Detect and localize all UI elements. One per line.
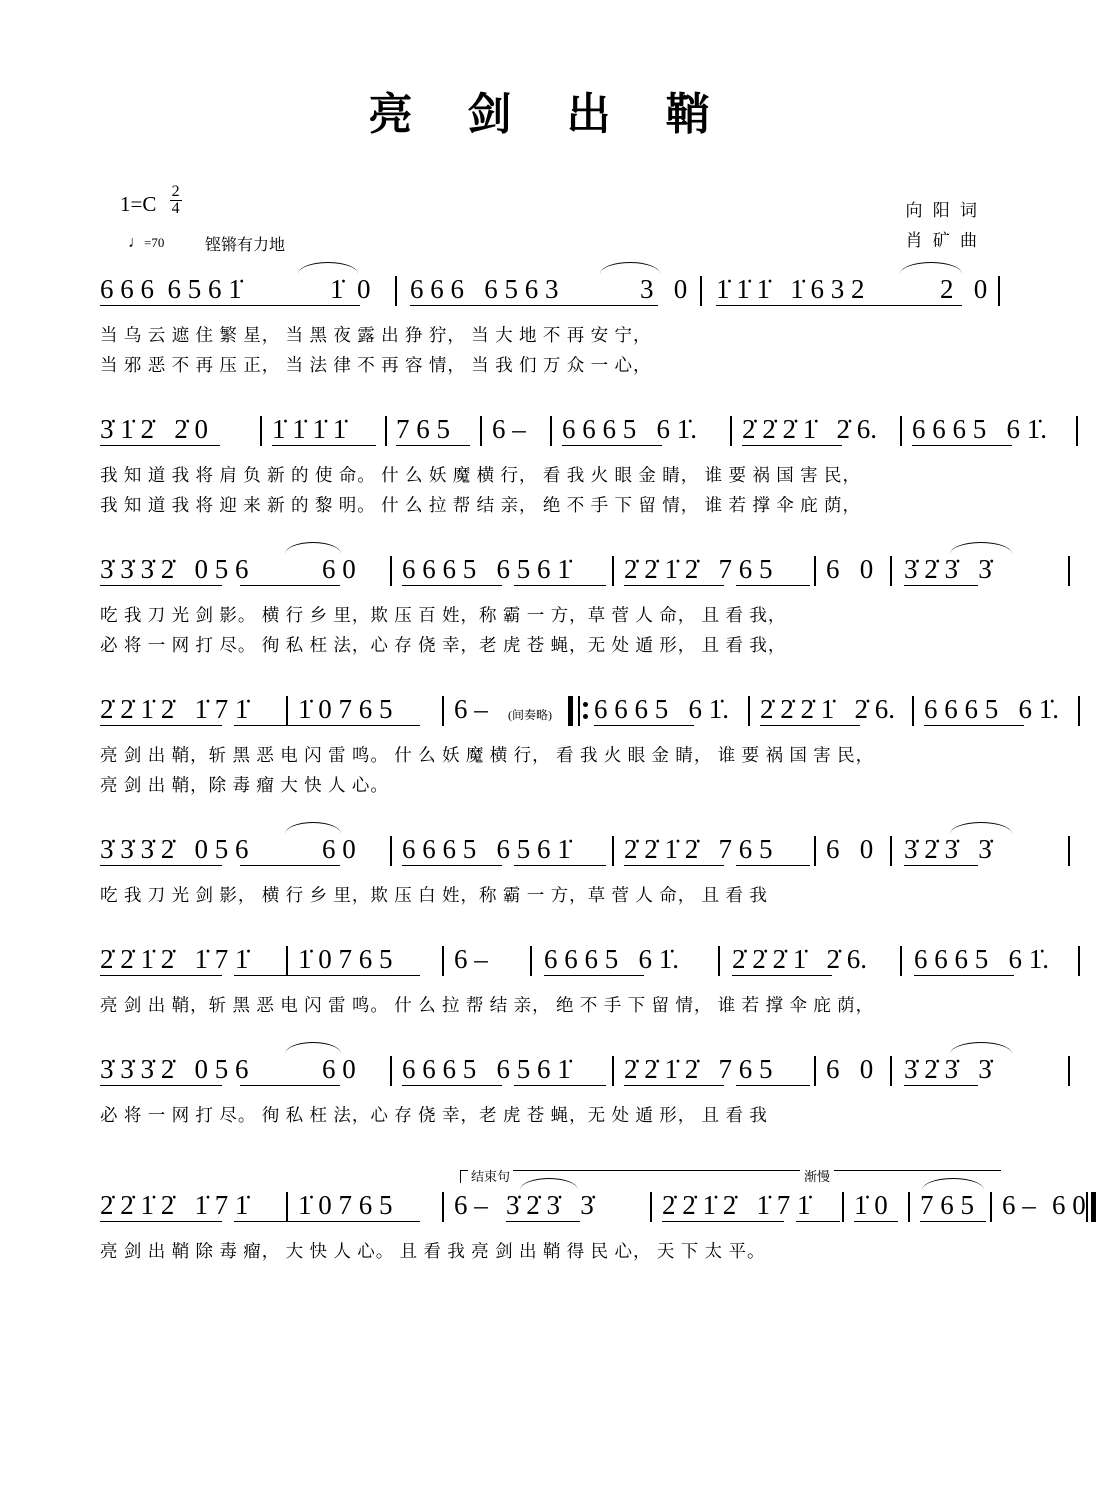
beam-line: [514, 865, 606, 866]
notes-group: 3̇ 3̇ 3̇ 2̇ 0 5 6: [100, 554, 249, 584]
system-3-lyrics-1: [100, 600, 1000, 630]
beam-line: [904, 865, 978, 866]
beam-line: [402, 1085, 502, 1086]
beam-line: [736, 585, 810, 586]
system-5: [0, 834, 1100, 910]
system-gap: [0, 660, 1100, 694]
notes-group: 2̇ 2̇ 1̇ 2̇ 1̇ 7 1̇: [662, 1190, 811, 1220]
barline: [900, 946, 902, 976]
notes-group: 3̇ 2̇ 3̇ 3̇: [506, 1190, 594, 1220]
notes-group: 6 –: [454, 694, 488, 724]
beam-line: [234, 975, 308, 976]
barline: [1068, 836, 1070, 866]
beam-line: [544, 975, 644, 976]
notes-group: 2̇ 2̇ 2̇ 1̇ 2̇ 6.: [732, 944, 867, 974]
barline: [1068, 1056, 1070, 1086]
barline: [286, 696, 288, 726]
barline: [442, 696, 444, 726]
notes-group: 6 0: [1052, 1190, 1086, 1220]
notes-group: 2̇ 2̇ 1̇ 2̇ 7 6 5: [624, 554, 773, 584]
barline: [286, 946, 288, 976]
beam-line: [234, 1221, 308, 1222]
system-gap: [0, 1020, 1100, 1054]
key-signature-text: 1=C: [120, 192, 157, 216]
notes-group: 7 6 5: [396, 414, 450, 444]
beam-line: [396, 445, 470, 446]
notes-group: 2̇ 2̇ 2̇ 1̇ 2̇ 6.: [760, 694, 895, 724]
notes-group: 6 –: [454, 1190, 488, 1220]
beam-line: [924, 725, 1024, 726]
barline: [612, 556, 614, 586]
notes-group: 6 0: [826, 554, 874, 584]
barline: [390, 1056, 392, 1086]
system-1-lyrics-2: [100, 350, 1000, 380]
barline: [260, 416, 262, 446]
beam-line: [234, 725, 308, 726]
notes-group: 3̇ 3̇ 3̇ 2̇ 0 5 6: [100, 1054, 249, 1084]
tempo-marking: [128, 234, 164, 252]
barline: [814, 836, 816, 866]
barline: [1076, 416, 1078, 446]
barline: [385, 416, 387, 446]
composer: 肖 矿 曲: [905, 230, 980, 250]
system-8: [0, 1164, 1100, 1266]
notes-group: 1̇ 0 7 6 5: [298, 1190, 393, 1220]
notes-group: 6 –: [454, 944, 488, 974]
beam-line: [912, 445, 1012, 446]
notes-group: 1̇ 0: [854, 1190, 888, 1220]
beam-line: [624, 585, 724, 586]
system-gap: [0, 380, 1100, 414]
system-4-lyrics-1: [100, 740, 1000, 770]
time-signature-numerator: 2: [171, 183, 180, 200]
system-gap: [0, 520, 1100, 554]
system-1-notes: [100, 274, 1000, 320]
notes-group: 1̇ 0: [330, 274, 371, 304]
notes-group: 2 0: [940, 274, 988, 304]
barline: [442, 1192, 444, 1222]
beam-line: [402, 865, 502, 866]
notes-group: 6 6 6 5 6 1̇.: [914, 944, 1049, 974]
barline: [890, 1056, 892, 1086]
system-4-lyrics-2: [100, 770, 1000, 800]
expression-marking: 铿锵有力地: [205, 237, 286, 254]
repeat-barline-thin: [578, 696, 580, 726]
notes-group: 3̇ 2̇ 3̇ 3̇: [904, 554, 992, 584]
barline: [890, 556, 892, 586]
lyric-text: 亮 剑 出 鞘，除 毒 瘤 大 快 人 心。: [100, 775, 389, 795]
barline: [814, 556, 816, 586]
beam-line: [736, 865, 810, 866]
system-1: [0, 274, 1100, 380]
notes-group: 6 6 6 6 5 6 3: [410, 274, 559, 304]
interlude-mark: (间奏略): [508, 708, 552, 722]
beam-line: [240, 585, 340, 586]
barline: [442, 946, 444, 976]
notes-group: 3 0: [640, 274, 688, 304]
barline: [390, 556, 392, 586]
barline: [395, 276, 397, 306]
beam-line: [410, 305, 658, 306]
lyric-text: 亮 剑 出 鞘，斩 黑 恶 电 闪 雷 鸣。 什 么 拉 帮 结 亲， 绝 不 手 下 留 情， 谁 若 撑 伞 庇 荫，: [100, 995, 875, 1015]
beam-line: [662, 1221, 784, 1222]
lyricist: 向 阳 词: [905, 201, 980, 220]
barline: [1078, 696, 1080, 726]
notes-group: 6 6 6 5 6 5 6 1̇: [402, 1054, 571, 1084]
lyric-text: 吃 我 刀 光 剑 影。 横 行 乡 里，欺 压 百 姓，称 霸 一 方，草 菅 人 命， 且 看 我，: [100, 605, 787, 625]
beam-line: [100, 585, 222, 586]
system-2-lyrics-2: [100, 490, 1000, 520]
repeat-barline: [568, 696, 573, 726]
beam-line: [624, 1085, 724, 1086]
beam-line: [402, 585, 502, 586]
notes-group: 3̇ 2̇ 3̇ 3̇: [904, 1054, 992, 1084]
score-header: [0, 184, 1100, 274]
barline: [390, 836, 392, 866]
system-4: [0, 694, 1100, 800]
system-3-notes: [100, 554, 1000, 600]
system-2-notes: [100, 414, 1047, 460]
system-3: [0, 554, 1100, 660]
lyric-text: 我 知 道 我 将 肩 负 新 的 使 命。 什 么 妖 魔 横 行， 看 我 火 眼 金 睛， 谁 要 祸 国 害 民，: [100, 465, 861, 485]
barline: [718, 946, 720, 976]
notes-group: 2̇ 2̇ 1̇ 2̇ 7 6 5: [624, 1054, 773, 1084]
notes-group: 1̇ 0 7 6 5: [298, 694, 393, 724]
barline: [908, 1192, 910, 1222]
system-6-lyrics-1: [100, 990, 1000, 1020]
notes-group: 2̇ 2̇ 1̇ 2̇ 1̇ 7 1̇: [100, 944, 249, 974]
beam-line: [904, 585, 978, 586]
beam-line: [272, 445, 376, 446]
notes-group: 6 –: [492, 414, 526, 444]
system-7: [0, 1054, 1100, 1130]
beam-line: [298, 725, 420, 726]
beam-line: [732, 975, 832, 976]
beam-line: [100, 975, 222, 976]
beam-line: [562, 445, 662, 446]
notes-group: 6 6 6 5 6 1̇.: [594, 694, 729, 724]
notes-group: 6 0: [322, 554, 356, 584]
notes-group: 6 6 6 5 6 1̇.: [924, 694, 1059, 724]
final-barline-thin: [1086, 1192, 1088, 1222]
beam-line: [904, 1085, 978, 1086]
page-title: 亮 剑 出 鞘: [368, 90, 732, 139]
notes-group: 1̇ 1̇ 1̇ 1̇ 6 3 2: [716, 274, 865, 304]
beam-line: [100, 725, 222, 726]
beam-line: [100, 1221, 222, 1222]
barline: [890, 836, 892, 866]
lyric-text: 亮 剑 出 鞘 除 毒 瘤， 大 快 人 心。 且 看 我 亮 剑 出 鞘 得 民 心， 天 下 太 平。: [100, 1241, 766, 1261]
barline: [650, 1192, 652, 1222]
notes-group: 6 –: [1002, 1190, 1036, 1220]
system-4-notes: [100, 694, 1059, 740]
system-7-notes: [100, 1054, 1000, 1100]
beam-line: [240, 1085, 340, 1086]
barline: [842, 1192, 844, 1222]
beam-line: [742, 445, 842, 446]
lyric-text: 必 将 一 网 打 尽。 徇 私 枉 法，心 存 侥 幸，老 虎 苍 蝇，无 处 遁 形， 且 看 我，: [100, 635, 787, 655]
beam-line: [914, 975, 1014, 976]
barline: [1078, 946, 1080, 976]
barline: [990, 1192, 992, 1222]
notes-group: 7 6 5: [920, 1190, 974, 1220]
beam-line: [100, 445, 220, 446]
barline: [814, 1056, 816, 1086]
lyric-text: 必 将 一 网 打 尽。 徇 私 枉 法，心 存 侥 幸，老 虎 苍 蝇，无 处 遁 形， 且 看 我: [100, 1105, 768, 1125]
notes-group: 6 6 6 6 5 6 1̇: [100, 274, 242, 304]
barline: [998, 276, 1000, 306]
notes-group: 6 6 6 5 6 5 6 1̇: [402, 554, 571, 584]
beam-line: [920, 1221, 986, 1222]
lyric-text: 吃 我 刀 光 剑 影， 横 行 乡 里，欺 压 白 姓，称 霸 一 方，草 菅 人 命， 且 看 我: [100, 885, 768, 905]
notes-group: 2̇ 2̇ 1̇ 2̇ 1̇ 7 1̇: [100, 1190, 249, 1220]
beam-line: [594, 725, 694, 726]
notes-group: 3̇ 2̇ 3̇ 3̇: [904, 834, 992, 864]
notes-group: 2̇ 2̇ 1̇ 2̇ 7 6 5: [624, 834, 773, 864]
system-8-notes: [100, 1190, 1086, 1236]
notes-group: 6 6 6 5 6 1̇.: [544, 944, 679, 974]
beam-line: [716, 305, 962, 306]
system-3-lyrics-2: [100, 630, 1000, 660]
notes-group: 6 0: [322, 1054, 356, 1084]
lyric-text: 当 邪 恶 不 再 压 正， 当 法 律 不 再 容 情， 当 我 们 万 众 一 心，: [100, 355, 652, 375]
beam-line: [100, 305, 360, 306]
barline: [530, 946, 532, 976]
final-barline-thick: [1091, 1192, 1096, 1222]
system-2: [0, 414, 1100, 520]
quarter-note-icon: ♩: [128, 234, 144, 251]
beam-line: [298, 975, 420, 976]
barline: [900, 416, 902, 446]
barline: [286, 1192, 288, 1222]
beam-line: [100, 1085, 222, 1086]
barline: [1068, 556, 1070, 586]
notes-group: 1̇ 1̇ 1̇ 1̇: [272, 414, 347, 444]
system-7-lyrics-1: [100, 1100, 1000, 1130]
repeat-dot: [583, 702, 588, 707]
lyric-text: 我 知 道 我 将 迎 来 新 的 黎 明。 什 么 拉 帮 结 亲， 绝 不 手 下 留 情， 谁 若 撑 伞 庇 荫，: [100, 495, 861, 515]
beam-line: [514, 585, 606, 586]
barline: [748, 696, 750, 726]
system-2-lyrics-1: [100, 460, 1000, 490]
time-signature-denominator: 4: [171, 200, 180, 217]
notes-group: 6 6 6 5 6 1̇.: [562, 414, 697, 444]
ritard-label: 渐慢: [800, 1166, 834, 1185]
notes-group: 2̇ 2̇ 2̇ 1̇ 2̇ 6.: [742, 414, 877, 444]
system-8-lyrics-1: [100, 1236, 1000, 1266]
key-signature: [120, 184, 182, 217]
time-signature: [170, 184, 182, 217]
notes-group: 1̇ 0 7 6 5: [298, 944, 393, 974]
barline: [480, 416, 482, 446]
beam-line: [796, 1221, 840, 1222]
system-gap: [0, 910, 1100, 944]
beam-line: [298, 1221, 420, 1222]
tempo-value: =70: [144, 235, 165, 250]
beam-line: [240, 865, 340, 866]
notes-group: 6 0: [322, 834, 356, 864]
system-5-lyrics-1: [100, 880, 1000, 910]
system-gap: [0, 800, 1100, 834]
beam-line: [100, 865, 222, 866]
barline: [700, 276, 702, 306]
system-6-notes: [100, 944, 1049, 990]
lyric-text: 亮 剑 出 鞘，斩 黑 恶 电 闪 雷 鸣。 什 么 妖 魔 横 行， 看 我 火 眼 金 睛， 谁 要 祸 国 害 民，: [100, 745, 875, 765]
system-1-lyrics-1: [100, 320, 1000, 350]
barline: [612, 1056, 614, 1086]
repeat-dot: [583, 714, 588, 719]
beam-line: [736, 1085, 810, 1086]
barline: [912, 696, 914, 726]
beam-line: [506, 1221, 580, 1222]
barline: [730, 416, 732, 446]
notes-group: 6 6 6 5 6 1̇.: [912, 414, 1047, 444]
credits: [906, 196, 981, 256]
notes-group: 6 0: [826, 834, 874, 864]
beam-line: [624, 865, 724, 866]
system-6: [0, 944, 1100, 1020]
ending-label: 结束句: [468, 1166, 513, 1185]
beam-line: [514, 1085, 606, 1086]
notes-group: 3̇ 3̇ 3̇ 2̇ 0 5 6: [100, 834, 249, 864]
beam-line: [760, 725, 860, 726]
notes-group: 3̇ 1̇ 2̇ 2̇ 0: [100, 414, 208, 444]
notes-group: 2̇ 2̇ 1̇ 2̇ 1̇ 7 1̇: [100, 694, 249, 724]
lyric-text: 当 乌 云 遮 住 繁 星， 当 黑 夜 露 出 狰 狞， 当 大 地 不 再 安 宁，: [100, 325, 652, 345]
barline: [550, 416, 552, 446]
beam-line: [854, 1221, 898, 1222]
barline: [612, 836, 614, 866]
system-5-notes: [100, 834, 1000, 880]
system-gap: [0, 1130, 1100, 1164]
notes-group: 6 0: [826, 1054, 874, 1084]
notes-group: 6 6 6 5 6 5 6 1̇: [402, 834, 571, 864]
